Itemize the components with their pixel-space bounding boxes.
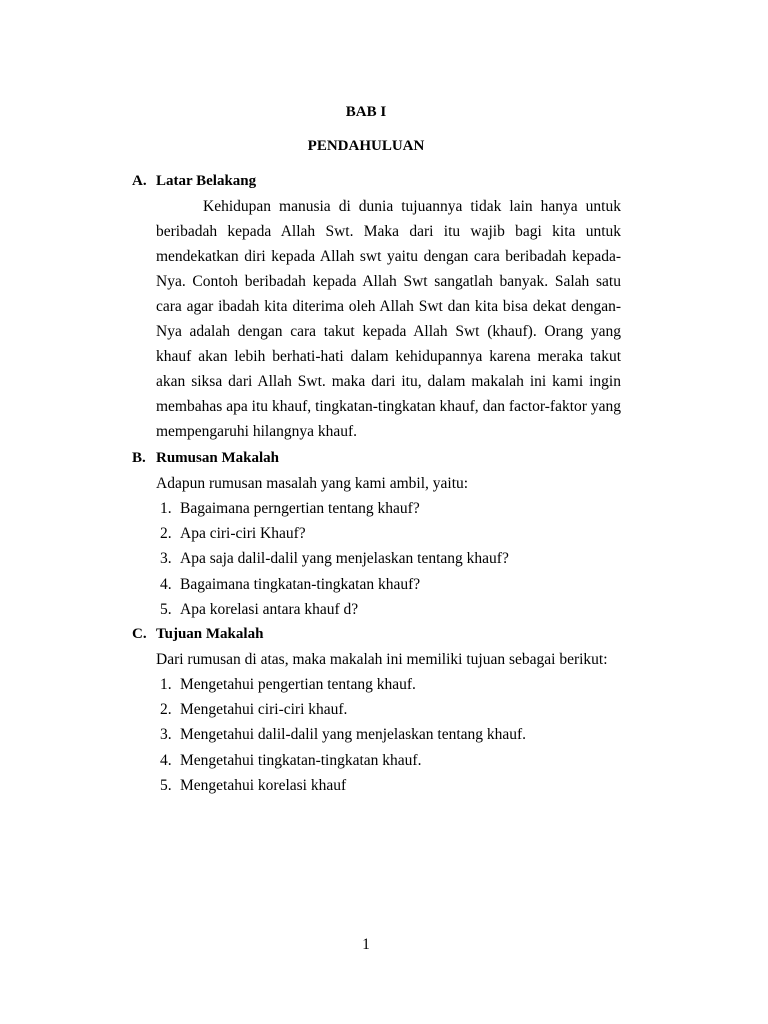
list-item-text: Apa saja dalil-dalil yang menjelaskan tentang khauf?	[180, 550, 509, 568]
list-item-text: Mengetahui korelasi khauf	[180, 776, 347, 794]
list-item	[160, 500, 509, 525]
list-item	[160, 726, 526, 751]
list-item-number: 2.	[160, 525, 172, 543]
rumusan-intro: Adapun rumusan masalah yang kami ambil, yaitu:	[156, 475, 469, 492]
list-item-text: Mengetahui ciri-ciri khauf.	[180, 701, 348, 719]
list-item-number: 4.	[160, 575, 172, 593]
list-item	[160, 752, 526, 777]
list-item	[160, 701, 526, 726]
list-item	[160, 676, 526, 701]
section-a-label: A.	[132, 173, 147, 189]
section-a-heading	[132, 173, 256, 190]
list-item	[160, 601, 509, 626]
list-item-number: 1.	[160, 676, 172, 693]
list-item-text: Bagaimana tingkatan-tingkatan khauf?	[180, 575, 421, 593]
background-paragraph: Kehidupan manusia di dunia tujuannya tidak lain hanya untuk beribadah kepada Allah Swt. Maka dari itu wajib bagi kita untuk mendekatkan diri kepada Allah swt yaitu dengan cara beribadah kepada-Nya. Contoh beribadah kepada Allah Swt sangatlah banyak. Salah satu cara agar ibadah kita diterima oleh Allah Swt dan kita bisa dekat dengan-Nya adalah dengan cara takut kepada Allah Swt (khauf). Orang yang khauf akan lebih berhati-hati dalam kehidupannya karena meraka takut akan siksa dari Allah Swt. maka dari itu, dalam makalah ini kami ingin membahas apa itu khauf, tingkatan-tingkatan khauf, dan factor-faktor yang mempengaruhi hilangnya khauf.	[156, 198, 621, 440]
page-number: 1	[362, 936, 370, 953]
list-item-text: Mengetahui dalil-dalil yang menjelaskan tentang khauf.	[180, 726, 527, 744]
list-item-text: Apa ciri-ciri Khauf?	[180, 525, 306, 543]
list-item	[160, 550, 509, 575]
list-item	[160, 777, 526, 802]
list-item-number: 5.	[160, 600, 172, 618]
tujuan-list	[160, 676, 526, 802]
rumusan-list	[160, 500, 509, 626]
section-c-label: C.	[132, 626, 147, 642]
chapter-title: BAB I	[345, 104, 387, 120]
section-b-label: B.	[132, 450, 146, 466]
list-item-text: Mengetahui tingkatan-tingkatan khauf.	[180, 751, 422, 769]
list-item-number: 1.	[160, 500, 172, 517]
list-item	[160, 576, 509, 601]
section-b-title: Rumusan Makalah	[156, 450, 279, 466]
list-item-number: 4.	[160, 751, 172, 769]
list-item-text: Bagaimana perngertian tentang khauf?	[180, 500, 420, 517]
list-item-text: Apa korelasi antara khauf d?	[180, 600, 359, 618]
list-item-number: 2.	[160, 701, 172, 719]
list-item-number: 3.	[160, 550, 172, 568]
tujuan-intro: Dari rumusan di atas, maka makalah ini memiliki tujuan sebagai berikut:	[156, 651, 608, 668]
chapter-subtitle: PENDAHULUAN	[307, 138, 425, 154]
list-item	[160, 525, 509, 550]
list-item-number: 5.	[160, 776, 172, 794]
section-c-title: Tujuan Makalah	[156, 626, 264, 642]
section-c-heading	[132, 626, 263, 643]
list-item-number: 3.	[160, 726, 172, 744]
list-item-text: Mengetahui pengertian tentang khauf.	[180, 676, 416, 693]
section-a-title: Latar Belakang	[156, 173, 257, 189]
section-b-heading	[132, 450, 279, 467]
